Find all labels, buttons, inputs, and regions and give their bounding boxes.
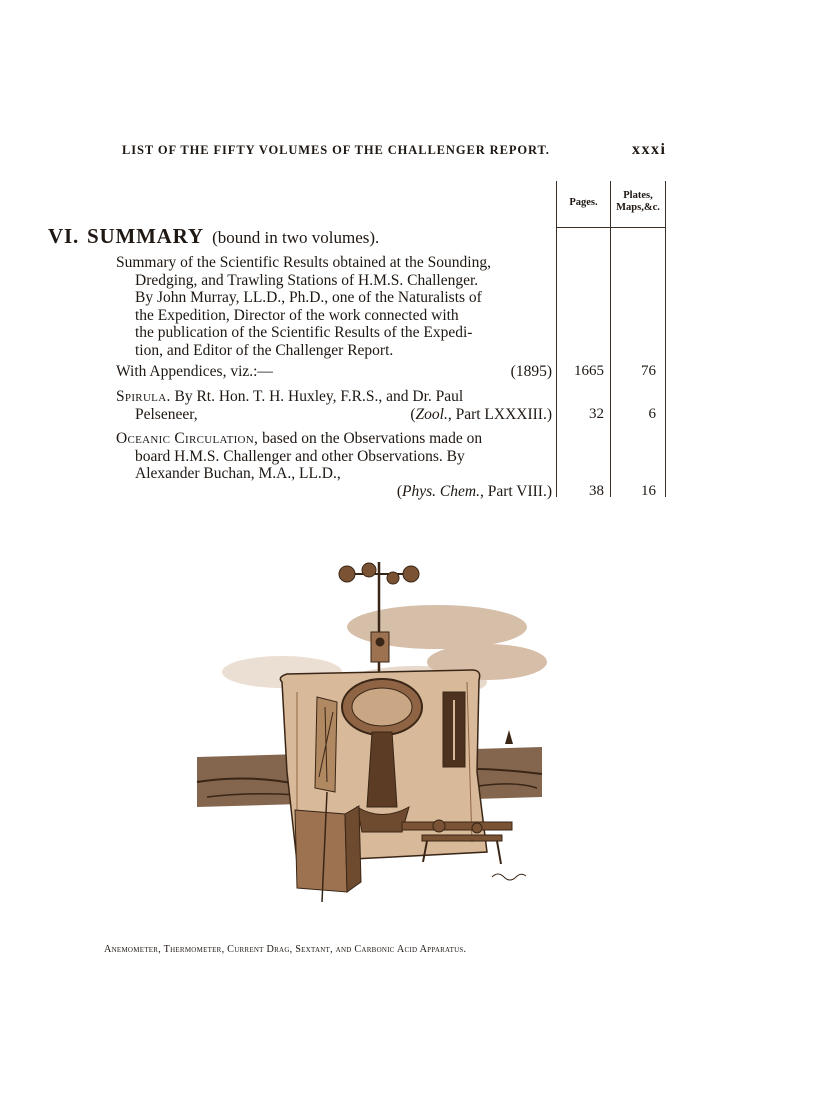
circulation-entry: [116, 430, 552, 500]
table-header-underline: [556, 227, 666, 228]
spirula-plates: 6: [648, 406, 656, 422]
appendices-text: With Appendices, viz.:—: [116, 363, 273, 380]
summary-line-4: the Expedition, Director of the work connected with: [135, 306, 459, 324]
section-title: SUMMARY: [87, 224, 204, 248]
spirula-author-continued: Pelseneer,: [135, 405, 198, 423]
table-rule-right: [665, 181, 666, 497]
summary-entry: [116, 254, 556, 359]
circulation-line-1: [116, 430, 552, 448]
circulation-line-1-rest: based on the Observations made on: [262, 430, 483, 447]
circulation-line-4: [116, 483, 552, 501]
spirula-part-series: Zool.: [415, 405, 448, 423]
artist-signature: [492, 874, 526, 880]
table-rule-left: [556, 181, 557, 497]
summary-line-1: Summary of the Scientific Results obtained at the Sounding,: [116, 254, 491, 271]
running-title: LIST OF THE FIFTY VOLUMES OF THE CHALLENGER REPORT.: [122, 143, 550, 157]
summary-line-2: Dredging, and Trawling Stations of H.M.S. Challenger.: [135, 271, 479, 289]
table-rule-middle: [610, 181, 611, 497]
spirula-title: Spirula.: [116, 388, 171, 405]
spirula-entry: [116, 388, 552, 423]
instrument-engraving: [187, 552, 547, 912]
circulation-part-rest: , Part VIII.): [479, 482, 552, 500]
spirula-line-1-rest: By Rt. Hon. T. H. Huxley, F.R.S., and Dr. Paul: [174, 388, 464, 405]
column-header-plates-line2: Maps,&c.: [616, 202, 660, 213]
circulation-line-2: board H.M.S. Challenger and other Observations. By: [135, 447, 465, 465]
column-header-plates-line1: Plates,: [623, 190, 653, 201]
summary-line-3: By John Murray, LL.D., Ph.D., one of the Naturalists of: [135, 289, 482, 306]
column-header-plates: [611, 190, 665, 214]
appendices-row: [116, 363, 552, 381]
spirula-line-1: [116, 388, 552, 406]
spirula-part-rest: , Part LXXXIII.): [447, 405, 552, 423]
appendices-year: (1895): [510, 363, 552, 380]
circulation-pages: 38: [589, 483, 604, 499]
spirula-line-2: [116, 406, 552, 424]
thermometer: [443, 692, 465, 767]
summary-line-6: tion, and Editor of the Challenger Report.: [135, 341, 394, 359]
current-drag: [315, 697, 337, 792]
summary-line-5: the publication of the Scientific Results of the Expedi-: [135, 324, 473, 341]
spirula-pages: 32: [589, 406, 604, 422]
circulation-part-series: Phys. Chem.: [402, 482, 480, 500]
circulation-line-3: Alexander Buchan, M.A., LL.D.,: [135, 465, 341, 482]
section-heading: [48, 224, 379, 249]
circulation-part-open: (: [396, 482, 403, 500]
appendices-pages: 1665: [574, 363, 604, 379]
circulation-title: Oceanic Circulation,: [116, 430, 259, 447]
spirula-part: [410, 406, 552, 424]
circulation-plates: 16: [641, 483, 656, 499]
spirula-part-open: (: [410, 405, 416, 423]
appendices-plates: 76: [641, 363, 656, 379]
section-subtitle: (bound in two volumes).: [212, 228, 380, 247]
figure-caption: Anemometer, Thermometer, Current Drag, Sextant, and Carbonic Acid Apparatus.: [104, 944, 467, 955]
section-number: VI.: [48, 224, 79, 248]
page-number: xxxi: [632, 141, 667, 158]
column-header-pages: Pages.: [569, 197, 598, 208]
